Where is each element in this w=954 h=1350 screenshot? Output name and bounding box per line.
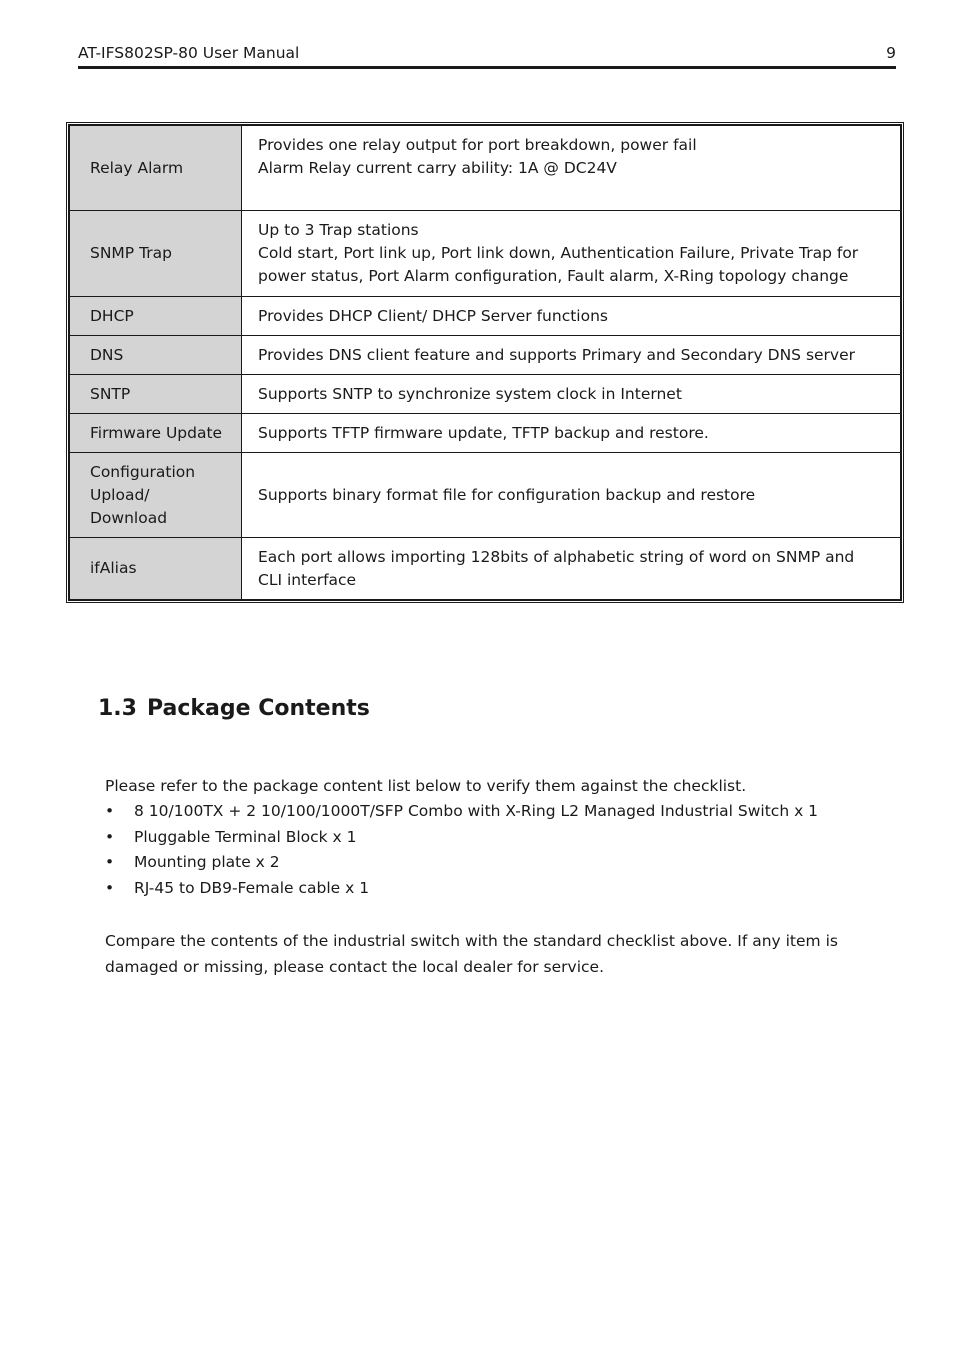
feature-cell: ifAlias xyxy=(70,538,242,600)
description-cell xyxy=(242,414,901,453)
list-item-text: Mounting plate x 2 xyxy=(134,853,280,871)
table-row xyxy=(70,336,901,375)
feature-cell: DNS xyxy=(70,336,242,375)
description-line: Supports TFTP firmware update, TFTP backup and restore. xyxy=(258,423,709,442)
bullet-icon: • xyxy=(105,802,115,820)
list-item-text: RJ-45 to DB9-Female cable x 1 xyxy=(134,878,370,897)
description-line: Supports SNTP to synchronize system clock in Internet xyxy=(258,384,682,403)
section-heading xyxy=(98,696,370,721)
description-cell xyxy=(242,336,901,375)
list-item-text: 8 10/100TX + 2 10/100/1000T/SFP Combo with X-Ring L2 Managed Industrial Switch x 1 xyxy=(134,802,819,820)
list-item xyxy=(105,850,895,876)
page-number: 9 xyxy=(886,44,896,62)
description-line: Cold start, Port link up, Port link down, Authentication Failure, Private Trap for xyxy=(258,244,859,262)
table-row xyxy=(70,453,901,538)
description-line: Provides DHCP Client/ DHCP Server functions xyxy=(258,306,608,325)
feature-line: Configuration xyxy=(90,462,196,481)
feature-cell xyxy=(70,453,242,538)
description-line: Each port allows importing 128bits of alphabetic string of word on SNMP and xyxy=(258,547,855,566)
closing-paragraph: Compare the contents of the industrial switch with the standard checklist above. If any item is damaged or missing, please contact the local dealer for service. xyxy=(105,932,838,976)
table-row xyxy=(70,375,901,414)
table-row xyxy=(70,126,901,211)
spec-table xyxy=(66,122,904,603)
description-cell xyxy=(242,453,901,538)
description-cell xyxy=(242,297,901,336)
header-rule xyxy=(78,66,896,69)
list-item xyxy=(105,799,895,825)
section-title: Package Contents xyxy=(146,696,370,721)
bullet-icon: • xyxy=(105,827,115,846)
list-item-text: Pluggable Terminal Block x 1 xyxy=(134,827,357,846)
feature-cell: Firmware Update xyxy=(70,414,242,453)
description-line: Alarm Relay current carry ability: 1A @ DC24V xyxy=(258,158,617,177)
table-row xyxy=(70,414,901,453)
feature-line: Download xyxy=(90,508,168,527)
feature-cell: Relay Alarm xyxy=(70,126,242,211)
intro-paragraph: Please refer to the package content list below to verify them against the checklist. xyxy=(105,777,747,795)
bullet-icon: • xyxy=(105,878,115,897)
description-cell xyxy=(242,211,901,297)
description-line: Provides DNS client feature and supports Primary and Secondary DNS server xyxy=(258,345,856,364)
manual-title: AT-IFS802SP-80 User Manual xyxy=(78,44,300,62)
list-item xyxy=(105,876,895,902)
description-line: Up to 3 Trap stations xyxy=(258,221,419,239)
list-item xyxy=(105,825,895,851)
description-line: CLI interface xyxy=(258,570,357,589)
feature-line: Upload/ xyxy=(90,485,150,504)
description-cell xyxy=(242,126,901,211)
description-line: power status, Port Alarm configuration, Fault alarm, X-Ring topology change xyxy=(258,267,849,285)
section-number: 1.3 xyxy=(98,696,137,721)
feature-cell: DHCP xyxy=(70,297,242,336)
page-header xyxy=(78,44,896,62)
table-row xyxy=(70,297,901,336)
description-line: Supports binary format file for configuration backup and restore xyxy=(258,485,756,504)
table-row xyxy=(70,211,901,297)
bullet-icon: • xyxy=(105,853,115,871)
description-line: Provides one relay output for port breakdown, power fail xyxy=(258,135,697,154)
feature-cell: SNMP Trap xyxy=(70,211,242,297)
package-list xyxy=(105,799,895,901)
description-cell xyxy=(242,375,901,414)
feature-cell: SNTP xyxy=(70,375,242,414)
description-cell xyxy=(242,538,901,600)
table-row xyxy=(70,538,901,600)
